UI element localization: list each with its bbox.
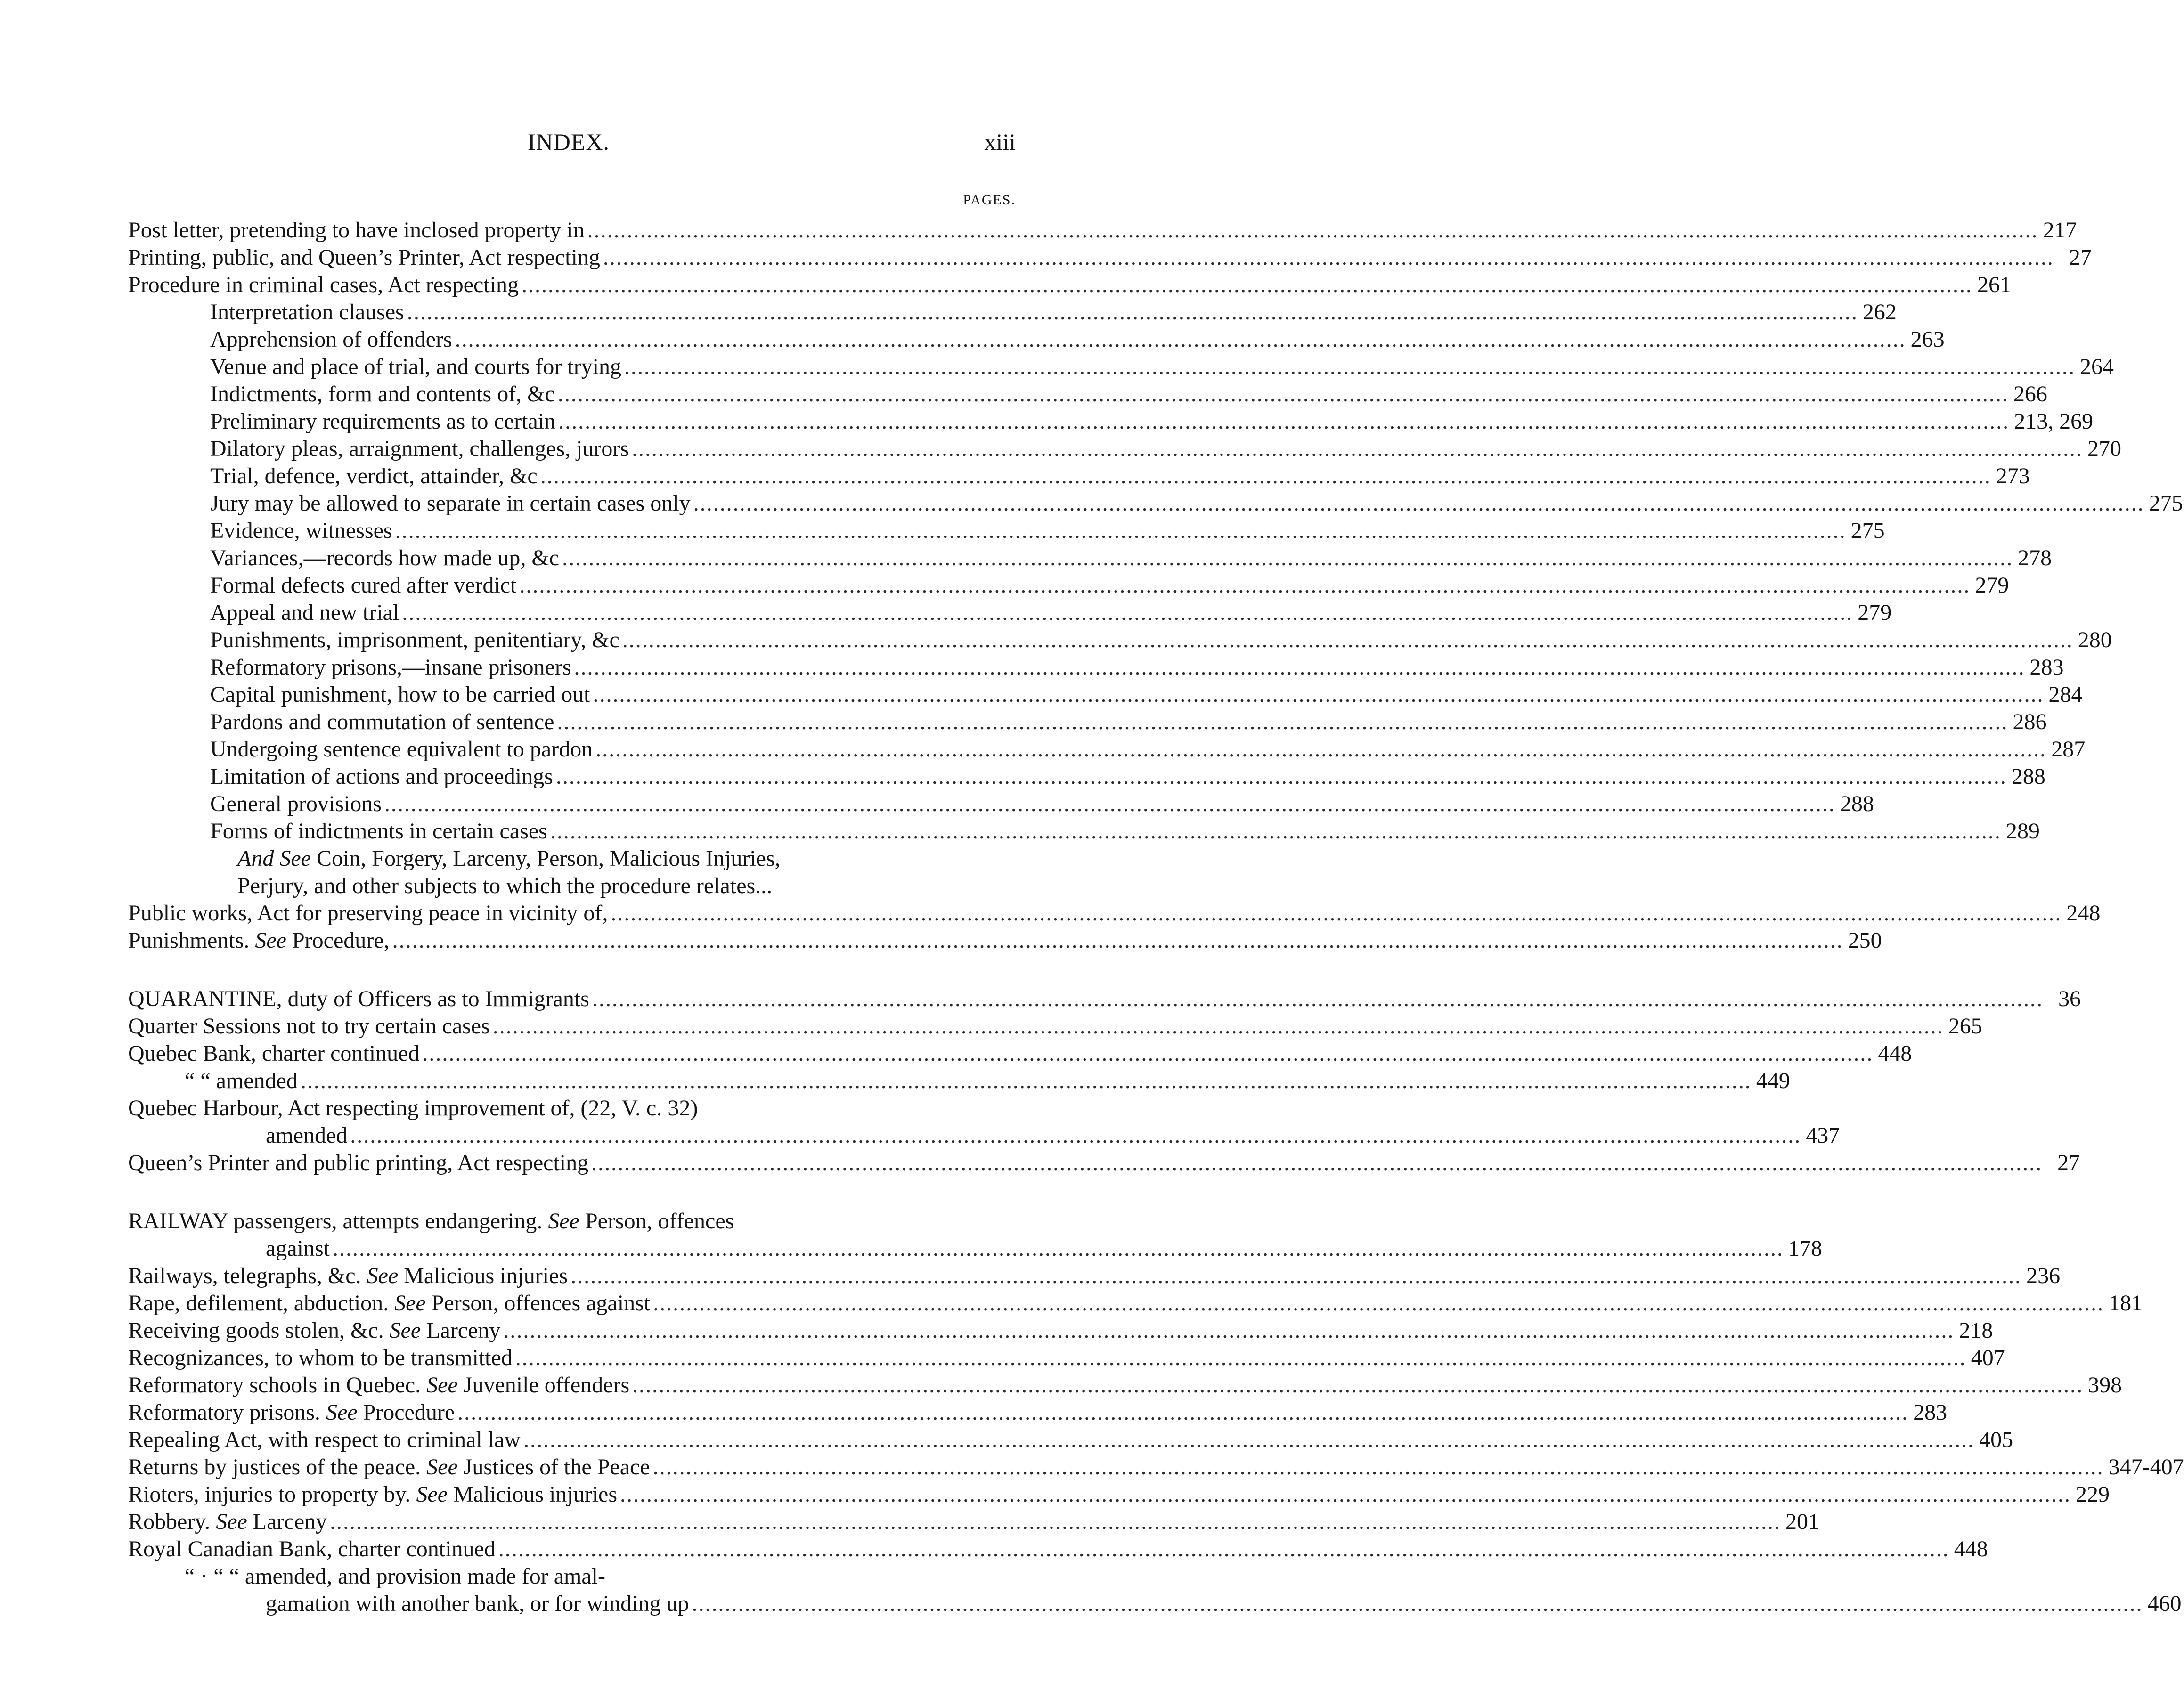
index-entry <box>128 217 2077 244</box>
index-entry <box>128 244 2092 271</box>
entry-text: Robbery. See Larceny <box>128 1509 327 1534</box>
entry-page: 262 <box>1862 300 1897 325</box>
entry-page: 213, 269 <box>2014 409 2094 434</box>
index-entry <box>128 1372 2122 1399</box>
dot-leader: ............................................................................................................................................................................................................................ <box>591 1150 2043 1175</box>
entry-page: 264 <box>2080 354 2114 379</box>
index-subentry <box>210 681 2083 708</box>
entry-text: Capital punishment, how to be carried out <box>210 682 590 707</box>
index-subentry <box>210 545 2052 572</box>
index-entry <box>128 900 2101 927</box>
entry-page: 286 <box>2013 709 2047 734</box>
entry-text: Rape, defilement, abduction. See Person, offences against <box>128 1291 651 1316</box>
dot-leader: ............................................................................................................................................................................................................................ <box>558 409 2010 434</box>
entry-text: Forms of indictments in certain cases <box>210 819 547 844</box>
entry-text: “ · “ “ amended, and provision made for amal- <box>185 1564 605 1589</box>
see-label: See <box>255 928 286 953</box>
entry-page: 407 <box>1971 1345 2005 1370</box>
dot-leader: ............................................................................................................................................................................................................................ <box>492 1014 1944 1039</box>
index-entry <box>128 1426 2013 1454</box>
dot-leader: ............................................................................................................................................................................................................................ <box>593 682 2044 707</box>
entry-page: 201 <box>1785 1509 1820 1534</box>
entry-text: Person, offences <box>579 1209 734 1234</box>
entry-page: 265 <box>1948 1014 1982 1039</box>
dot-leader: ............................................................................................................................................................................................................................ <box>632 436 2083 461</box>
index-entry <box>128 271 2012 299</box>
entry-text: Indictments, form and contents of, &c <box>210 382 555 406</box>
index-entry <box>128 1508 1820 1536</box>
dot-leader: ............................................................................................................................................................................................................................ <box>620 1482 2071 1507</box>
index-subentry <box>210 381 2047 408</box>
index-entry <box>128 1317 1993 1344</box>
see-label: See <box>326 1400 358 1425</box>
index-entry <box>128 1040 1912 1067</box>
entry-text: Formal defects cured after verdict <box>210 573 517 598</box>
dot-leader: ............................................................................................................................................................................................................................ <box>595 737 2047 762</box>
entry-text: Procedure in criminal cases, Act respecting <box>128 272 519 297</box>
index-subentry <box>210 818 2040 845</box>
index-entry-continuation <box>266 1235 1822 1262</box>
entry-page: 279 <box>1858 600 1892 625</box>
entry-text: Preliminary requirements as to certain <box>210 409 556 434</box>
entry-page: 36 <box>2058 986 2081 1011</box>
running-head <box>0 128 1094 166</box>
dot-leader: ............................................................................................................................................................................................................................ <box>693 491 2144 516</box>
index-subentry <box>210 326 1945 353</box>
see-also-reference <box>237 845 781 872</box>
dot-leader: ............................................................................................................................................................................................................................ <box>522 272 1973 297</box>
entry-page: 275 <box>2149 491 2183 516</box>
dot-leader: ............................................................................................................................................................................................................................ <box>592 986 2043 1011</box>
entry-text: Evidence, witnesses <box>210 518 392 543</box>
entry-text: Trial, defence, verdict, attainder, &c <box>210 463 538 488</box>
entry-page: 263 <box>1910 327 1945 352</box>
entry-text: Undergoing sentence equivalent to pardon <box>210 737 593 762</box>
index-subentry <box>210 790 1874 818</box>
index-subentry <box>210 299 1897 326</box>
see-label: See <box>416 1482 448 1507</box>
index-subentry <box>210 517 1885 545</box>
index-entry <box>128 1095 698 1122</box>
entry-page: 448 <box>1878 1041 1912 1066</box>
index-subentry <box>210 626 2112 654</box>
see-label: See <box>389 1318 421 1343</box>
entry-text: Public works, Act for preserving peace in vicinity of, <box>128 901 608 926</box>
see-label: See <box>548 1209 579 1234</box>
entry-text: Royal Canadian Bank, charter continued <box>128 1536 496 1561</box>
entry-text: Receiving goods stolen, &c. See Larceny <box>128 1318 501 1343</box>
dot-leader: ............................................................................................................................................................................................................................ <box>350 1123 1801 1148</box>
entry-page: 288 <box>1840 791 1874 816</box>
dot-leader: ............................................................................................................................................................................................................................ <box>515 1345 1966 1370</box>
entry-page: 178 <box>1788 1236 1822 1261</box>
entry-page: 218 <box>1959 1318 1993 1343</box>
dot-leader: ............................................................................................................................................................................................................................ <box>407 300 1858 325</box>
entry-text: Queen’s Printer and public printing, Act respecting <box>128 1150 589 1175</box>
index-subentry <box>210 599 1892 626</box>
entry-page: 27 <box>2057 1150 2080 1175</box>
index-entry <box>128 1481 2110 1508</box>
entry-text: Reformatory prisons,—insane prisoners <box>210 655 571 680</box>
index-entry <box>128 1290 2143 1317</box>
index-subentry <box>210 572 2009 599</box>
entry-page: 278 <box>2018 545 2052 570</box>
entry-page: 280 <box>2078 627 2112 652</box>
entry-text: Recognizances, to whom to be transmitted <box>128 1345 513 1370</box>
index-entry <box>128 1344 2005 1372</box>
entry-text: Repealing Act, with respect to criminal law <box>128 1427 521 1452</box>
entry-text: Quebec Harbour, Act respecting improvement of, (22, V. c. 32) <box>128 1096 698 1121</box>
entry-page: 250 <box>1848 928 1882 953</box>
entry-text: Appeal and new trial <box>210 600 399 625</box>
pages-column-heading: PAGES. <box>963 192 1016 208</box>
entry-page: 270 <box>2087 436 2122 461</box>
entry-page: 181 <box>2109 1291 2143 1316</box>
see-label: See <box>394 1291 426 1316</box>
dot-leader: ............................................................................................................................................................................................................................ <box>540 463 1991 488</box>
index-entry-continuation <box>266 1122 1840 1149</box>
dot-leader: ............................................................................................................................................................................................................................ <box>300 1068 1752 1093</box>
entry-text: Quarter Sessions not to try certain cases <box>128 1014 490 1039</box>
dot-leader: ............................................................................................................................................................................................................................ <box>570 1263 2022 1288</box>
see-label: See <box>426 1373 458 1398</box>
dot-leader: ............................................................................................................................................................................................................................ <box>392 928 1843 953</box>
entry-page: 347-407 <box>2108 1455 2184 1479</box>
dot-leader: ............................................................................................................................................................................................................................ <box>503 1318 1955 1343</box>
entry-text: Pardons and commutation of sentence <box>210 709 554 734</box>
dot-leader: ............................................................................................................................................................................................................................ <box>395 518 1846 543</box>
index-entry <box>128 1399 1948 1426</box>
index-subentry <box>210 654 2064 681</box>
entry-page: 266 <box>2013 382 2047 406</box>
dot-leader: ............................................................................................................................................................................................................................ <box>384 791 1835 816</box>
see-label: And See <box>237 846 311 871</box>
entry-page: 236 <box>2026 1263 2061 1288</box>
entry-page: 449 <box>1756 1068 1790 1093</box>
entry-page: 273 <box>1996 463 2030 488</box>
see-label: See <box>426 1455 458 1479</box>
entry-text: Venue and place of trial, and courts for trying <box>210 354 622 379</box>
entry-text: QUARANTINE, duty of Officers as to Immigrants <box>128 986 589 1011</box>
entry-page: 437 <box>1806 1123 1840 1148</box>
entry-text: Reformatory schools in Quebec. See Juvenile offenders <box>128 1373 630 1398</box>
entry-text: Variances,—records how made up, &c <box>210 545 560 570</box>
dot-leader: ............................................................................................................................................................................................................................ <box>653 1291 2104 1316</box>
entry-page: 398 <box>2088 1373 2122 1398</box>
entry-text: Quebec Bank, charter continued <box>128 1041 420 1066</box>
dot-leader: ............................................................................................................................................................................................................................ <box>624 354 2076 379</box>
entry-text: Reformatory prisons. See Procedure <box>128 1400 455 1425</box>
dot-leader: ............................................................................................................................................................................................................................ <box>422 1041 1874 1066</box>
dot-leader: ............................................................................................................................................................................................................................ <box>652 1455 2104 1479</box>
entry-text: Punishments. See Procedure, <box>128 928 390 953</box>
index-subentry <box>185 1563 605 1590</box>
entry-page: 275 <box>1850 518 1885 543</box>
dot-leader: ............................................................................................................................................................................................................................ <box>330 1509 1781 1534</box>
entry-text: General provisions <box>210 791 382 816</box>
entry-page: 284 <box>2048 682 2083 707</box>
entry-text: Railways, telegraphs, &c. See Malicious injuries <box>128 1263 568 1288</box>
index-subentry <box>185 1067 1790 1095</box>
entry-text: Rioters, injuries to property by. See Malicious injuries <box>128 1482 618 1507</box>
dot-leader: ............................................................................................................................................................................................................................ <box>332 1236 1784 1261</box>
entry-text: gamation with another bank, or for winding up <box>266 1591 689 1616</box>
entry-text: Dilatory pleas, arraignment, challenges, jurors <box>210 436 629 461</box>
index-entry: RAILWAY passengers, attempts endangering. See Person, offences <box>128 1209 734 1234</box>
see-label: See <box>367 1263 399 1288</box>
index-entry <box>128 1262 2061 1290</box>
dot-leader: ............................................................................................................................................................................................................................ <box>562 545 2013 570</box>
dot-leader: ............................................................................................................................................................................................................................ <box>523 1427 1975 1452</box>
page-number: xiii <box>984 129 1016 155</box>
index-entry <box>128 1013 1982 1040</box>
entry-text: Returns by justices of the peace. See Justices of the Peace <box>128 1455 650 1479</box>
entry-page: 229 <box>2076 1482 2110 1507</box>
dot-leader: ............................................................................................................................................................................................................................ <box>622 627 2073 652</box>
index-entry <box>128 1454 2184 1481</box>
index-subentry <box>210 463 2030 490</box>
index-entry <box>128 1149 2080 1177</box>
dot-leader: ............................................................................................................................................................................................................................ <box>457 1400 1909 1425</box>
dot-leader: ............................................................................................................................................................................................................................ <box>555 764 2007 789</box>
dot-leader: ............................................................................................................................................................................................................................ <box>692 1591 2143 1616</box>
entry-page: 279 <box>1975 573 2009 598</box>
entry-page: 283 <box>2029 655 2064 680</box>
dot-leader: ............................................................................................................................................................................................................................ <box>455 327 1906 352</box>
entry-text: Perjury, and other subjects to which the procedure relates... <box>237 873 773 898</box>
page-title: INDEX. <box>528 129 610 155</box>
entry-page: 289 <box>2005 819 2040 844</box>
index-entry-continuation <box>266 1590 2182 1618</box>
entry-page: 405 <box>1979 1427 2013 1452</box>
dot-leader: ............................................................................................................................................................................................................................ <box>402 600 1853 625</box>
see-label: See <box>216 1509 247 1534</box>
dot-leader: ............................................................................................................................................................................................................................ <box>550 819 2001 844</box>
index-subentry <box>210 763 2045 790</box>
entry-text: amended <box>266 1123 348 1148</box>
entry-text: Coin, Forgery, Larceny, Person, Malicious Injuries, <box>310 846 781 871</box>
dot-leader: ............................................................................................................................................................................................................................ <box>498 1536 1949 1561</box>
index-subentry <box>210 435 2122 463</box>
dot-leader: ............................................................................................................................................................................................................................ <box>603 245 2054 270</box>
entry-page: 287 <box>2051 737 2086 762</box>
dot-leader: ............................................................................................................................................................................................................................ <box>519 573 1971 598</box>
entry-page: 283 <box>1913 1400 1948 1425</box>
entry-text: Limitation of actions and proceedings <box>210 764 553 789</box>
entry-text: Printing, public, and Queen’s Printer, Act respecting <box>128 245 600 270</box>
entry-text: “ “ amended <box>185 1068 298 1093</box>
entry-page: 27 <box>2069 245 2092 270</box>
index-subentry <box>210 408 2094 435</box>
dot-leader: ............................................................................................................................................................................................................................ <box>632 1373 2084 1398</box>
index-subentry <box>210 353 2114 381</box>
dot-leader: ............................................................................................................................................................................................................................ <box>557 382 2009 406</box>
entry-page: 217 <box>2043 218 2077 243</box>
entry-page: 288 <box>2011 764 2045 789</box>
entry-text: Punishments, imprisonment, penitentiary, &c <box>210 627 619 652</box>
index-subentry <box>210 708 2047 736</box>
entry-text: Post letter, pretending to have inclosed property in <box>128 218 585 243</box>
entry-page: 448 <box>1954 1536 1988 1561</box>
entry-text: against <box>266 1236 330 1261</box>
index-entry <box>128 1536 1988 1563</box>
entry-page: 248 <box>2066 901 2101 926</box>
entry-text: Apprehension of offenders <box>210 327 452 352</box>
see-also-continuation <box>237 872 772 900</box>
index-subentry <box>210 736 2086 763</box>
entry-page: 460 <box>2147 1591 2182 1616</box>
index-entry <box>128 985 2081 1013</box>
dot-leader: ............................................................................................................................................................................................................................ <box>611 901 2062 926</box>
dot-leader: ............................................................................................................................................................................................................................ <box>557 709 2008 734</box>
index-subentry <box>210 490 2183 517</box>
index-entry <box>128 927 1882 954</box>
entry-text: Jury may be allowed to separate in certain cases only <box>210 491 691 516</box>
dot-leader: ............................................................................................................................................................................................................................ <box>587 218 2038 243</box>
entry-page: 261 <box>1977 272 2012 297</box>
dot-leader: ............................................................................................................................................................................................................................ <box>574 655 2025 680</box>
entry-text: Interpretation clauses <box>210 300 404 325</box>
